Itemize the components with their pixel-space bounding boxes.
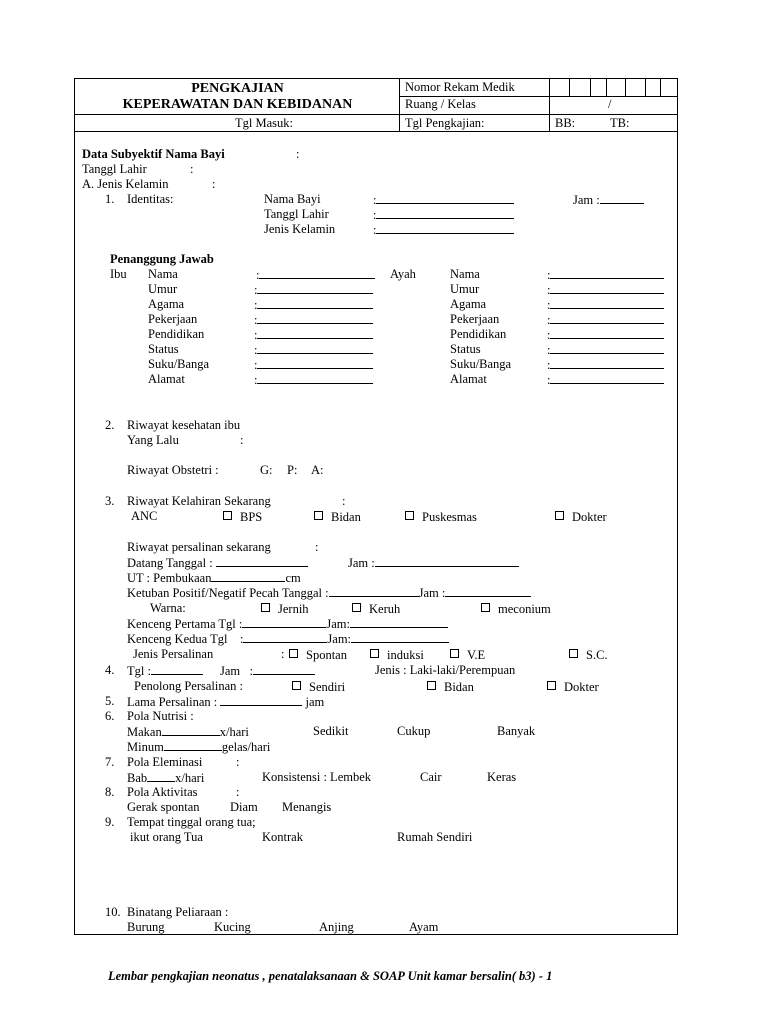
gerak-spontan: Gerak spontan <box>127 800 200 814</box>
ibu-field-input[interactable]: : <box>254 342 373 358</box>
ibu-field-input[interactable]: : <box>254 327 373 343</box>
identitas-nama-bayi: Nama Bayi <box>264 192 321 206</box>
tgl-masuk-label: Tgl Masuk: <box>235 116 293 130</box>
item-number-10: 10. <box>105 905 121 919</box>
title-line1: PENGKAJIAN <box>191 81 284 96</box>
item-number-3: 3. <box>105 494 115 508</box>
lama-persalinan-field[interactable]: Lama Persalinan : jam <box>127 695 325 709</box>
aktivitas-menangis: Menangis <box>282 800 332 814</box>
ayah-field-label: Umur <box>450 282 480 296</box>
jenis-kelamin-a-label: A. Jenis Kelamin <box>82 177 169 191</box>
ayah-field-label: Pekerjaan <box>450 312 500 326</box>
rm-box-line <box>569 78 570 96</box>
datang-tanggal-field[interactable]: Datang Tanggal : <box>127 555 308 571</box>
penolong-option-dokter[interactable]: Dokter <box>547 680 599 695</box>
binatang-ayam: Ayam <box>409 920 439 934</box>
item-number-2: 2. <box>105 418 115 432</box>
aktivitas-diam: Diam <box>230 800 258 814</box>
ayah-field-input[interactable]: : <box>547 372 664 388</box>
ibu-field-input[interactable]: : <box>254 297 373 313</box>
jenis-option-sc[interactable]: S.C. <box>569 648 608 663</box>
jenis-kelamin-a-colon: : <box>212 177 216 191</box>
anc-option-dokter[interactable]: Dokter <box>555 510 607 525</box>
riwayat-persalinan-label: Riwayat persalinan sekarang <box>127 540 271 554</box>
kenceng-kedua-field[interactable]: Kenceng Kedua Tgl : Jam: <box>127 631 449 647</box>
checkbox-icon <box>405 511 414 520</box>
riwayat-persalinan-colon: : <box>315 540 319 554</box>
tempat-tinggal-label: Tempat tinggal orang tua; <box>127 815 256 829</box>
ibu-field-input[interactable]: : <box>256 267 375 283</box>
checkbox-icon <box>352 603 361 612</box>
obstetri-g: G: <box>260 463 273 477</box>
makan-field[interactable]: Makan x/hari <box>127 725 249 739</box>
obstetri-a: A: <box>311 463 324 477</box>
rm-box-line <box>606 78 607 96</box>
ayah-field-input[interactable]: : <box>547 282 664 298</box>
rm-box-line <box>590 78 591 96</box>
ayah-field-label: Status <box>450 342 481 356</box>
title-line2: KEPERAWATAN DAN KEBIDANAN <box>122 97 353 112</box>
checkbox-icon <box>261 603 270 612</box>
jam4-field[interactable]: Jam : <box>220 663 315 679</box>
checkbox-icon <box>481 603 490 612</box>
yang-lalu-colon: : <box>240 433 244 447</box>
ruang-kelas-label: Ruang / Kelas <box>405 97 476 111</box>
ayah-field-label: Pendidikan <box>450 327 507 341</box>
pola-eliminasi-colon: : <box>236 755 240 769</box>
jenis-option-induksi[interactable]: induksi <box>370 648 424 663</box>
ibu-field-label: Agama <box>148 297 185 311</box>
ayah-field-input[interactable]: : <box>547 267 664 283</box>
anc-option-bps[interactable]: BPS <box>223 510 262 525</box>
tgl-pengkajian-label: Tgl Pengkajian: <box>405 116 485 130</box>
warna-option-keruh[interactable]: Keruh <box>352 602 400 617</box>
identitas-jenis-kelamin: Jenis Kelamin <box>264 222 336 236</box>
binatang-anjing: Anjing <box>319 920 354 934</box>
checkbox-icon <box>370 649 379 658</box>
ayah-label: Ayah <box>390 267 416 281</box>
checkbox-icon <box>555 511 564 520</box>
tanggal-lahir-colon: : <box>190 162 194 176</box>
jenis-option-ve[interactable]: V.E <box>450 648 485 663</box>
pola-aktivitas-label: Pola Aktivitas <box>127 785 198 799</box>
bab-field[interactable]: Bab x/hari <box>127 771 205 785</box>
yang-lalu-label: Yang Lalu <box>127 433 179 447</box>
penanggung-heading: Penanggung Jawab <box>110 252 214 266</box>
item-number-8: 8. <box>105 785 115 799</box>
penolong-option-bidan[interactable]: Bidan <box>427 680 474 695</box>
binatang-burung: Burung <box>127 920 165 934</box>
jenis-persalinan-colon: : <box>281 647 285 661</box>
jenis-persalinan-label: Jenis Persalinan <box>133 647 214 661</box>
page-footer: Lembar pengkajian neonatus , penatalaksanaan & SOAP Unit kamar bersalin( b3) - 1 <box>108 969 553 983</box>
item-number-5: 5. <box>105 694 115 708</box>
tb-label: TB: <box>610 116 630 130</box>
tempat-kontrak: Kontrak <box>262 830 303 844</box>
ruang-kelas-slash: / <box>608 97 612 111</box>
checkbox-icon <box>314 511 323 520</box>
item-number-4: 4. <box>105 663 115 677</box>
nomor-rekam-medik-label: Nomor Rekam Medik <box>405 80 515 94</box>
pola-aktivitas-colon: : <box>236 785 240 799</box>
nutrisi-sedikit: Sedikit <box>313 724 349 738</box>
riwayat-kelahiran-colon: : <box>342 494 346 508</box>
checkbox-icon <box>289 649 298 658</box>
checkbox-icon <box>569 649 578 658</box>
tanggal-lahir-label: Tanggl Lahir <box>82 162 147 176</box>
obstetri-p: P: <box>287 463 298 477</box>
ibu-field-label: Nama <box>148 267 178 281</box>
ayah-field-label: Agama <box>450 297 487 311</box>
bb-label: BB: <box>555 116 576 130</box>
checkbox-icon <box>547 681 556 690</box>
ibu-field-label: Suku/Banga <box>148 357 210 371</box>
item-number-1: 1. <box>105 192 115 206</box>
binatang-kucing: Kucing <box>214 920 251 934</box>
identitas-tanggal-lahir: Tanggl Lahir <box>264 207 329 221</box>
ibu-field-input[interactable]: : <box>254 282 373 298</box>
jenis-kelamin-field[interactable]: : <box>373 222 514 238</box>
riwayat-kesehatan-label: Riwayat kesehatan ibu <box>127 418 241 432</box>
ut-pembukaan-field[interactable]: UT : Pembukaan cm <box>127 571 301 585</box>
jam-field[interactable]: Jam : <box>573 192 644 208</box>
item-number-7: 7. <box>105 755 115 769</box>
nutrisi-banyak: Banyak <box>497 724 536 738</box>
header-bottom-line <box>74 131 678 132</box>
jenis-kelamin-bayi: Jenis : Laki-laki/Perempuan <box>375 663 516 677</box>
header-vertical-1 <box>399 78 400 131</box>
rm-box-line <box>625 78 626 96</box>
rm-box-line <box>645 78 646 96</box>
ibu-field-input[interactable]: : <box>254 372 373 388</box>
pola-nutrisi-label: Pola Nutrisi : <box>127 709 194 723</box>
ayah-field-label: Nama <box>450 267 480 281</box>
nama-bayi-field[interactable]: : <box>373 192 514 208</box>
ayah-field-label: Alamat <box>450 372 487 386</box>
ayah-field-input[interactable]: : <box>547 297 664 313</box>
checkbox-icon <box>450 649 459 658</box>
warna-label: Warna: <box>150 601 186 615</box>
ibu-field-input[interactable]: : <box>254 357 373 373</box>
subjektif-heading: Data Subyektif Nama Bayi <box>82 147 225 161</box>
ayah-field-input[interactable]: : <box>547 357 664 373</box>
ayah-field-label: Suku/Banga <box>450 357 512 371</box>
penolong-option-sendiri[interactable]: Sendiri <box>292 680 345 695</box>
header-vertical-2 <box>549 78 550 131</box>
identitas-label: Identitas: <box>127 192 174 206</box>
ibu-field-label: Pendidikan <box>148 327 205 341</box>
checkbox-icon <box>292 681 301 690</box>
ayah-field-input[interactable]: : <box>547 327 664 343</box>
minum-field[interactable]: Minum gelas/hari <box>127 740 271 754</box>
riwayat-obstetri-label: Riwayat Obstetri : <box>127 463 219 477</box>
tempat-ikut-ortu: ikut orang Tua <box>130 830 203 844</box>
header-divider <box>74 114 678 115</box>
ibu-field-label: Alamat <box>148 372 185 386</box>
ibu-field-input[interactable]: : <box>254 312 373 328</box>
anc-label: ANC <box>131 509 158 523</box>
rm-box-line <box>660 78 661 96</box>
anc-option-puskesmas[interactable]: Puskesmas <box>405 510 477 525</box>
tempat-rumah-sendiri: Rumah Sendiri <box>397 830 473 844</box>
binatang-label: Binatang Peliaraan : <box>127 905 229 919</box>
checkbox-icon <box>223 511 232 520</box>
ibu-label: Ibu <box>110 267 127 281</box>
jenis-option-spontan[interactable]: Spontan <box>289 648 347 663</box>
nama-bayi-colon: : <box>296 147 300 161</box>
item-number-9: 9. <box>105 815 115 829</box>
ketuban-field[interactable]: Ketuban Positif/Negatif Pecah Tanggal : Jam : <box>127 585 531 601</box>
ibu-field-label: Status <box>148 342 179 356</box>
warna-option-meconium[interactable]: meconium <box>481 602 551 617</box>
item-number-6: 6. <box>105 709 115 723</box>
checkbox-icon <box>427 681 436 690</box>
datang-jam-field[interactable]: Jam : <box>348 555 519 571</box>
ayah-field-input[interactable]: : <box>547 342 664 358</box>
ibu-field-label: Pekerjaan <box>148 312 198 326</box>
ibu-field-label: Umur <box>148 282 178 296</box>
nutrisi-cukup: Cukup <box>397 724 431 738</box>
ayah-field-input[interactable]: : <box>547 312 664 328</box>
kenceng-pertama-field[interactable]: Kenceng Pertama Tgl : Jam: <box>127 616 448 632</box>
pola-eliminasi-label: Pola Eleminasi <box>127 755 203 769</box>
riwayat-kelahiran-label: Riwayat Kelahiran Sekarang <box>127 494 271 508</box>
anc-option-bidan[interactable]: Bidan <box>314 510 361 525</box>
eliminasi-keras: Keras <box>487 770 517 784</box>
tgl-field[interactable]: Tgl : <box>127 663 203 679</box>
konsistensi-label: Konsistensi : Lembek <box>262 770 372 784</box>
penolong-label: Penolong Persalinan : <box>134 679 244 693</box>
tanggal-lahir-field[interactable]: : <box>373 207 514 223</box>
warna-option-jernih[interactable]: Jernih <box>261 602 309 617</box>
eliminasi-cair: Cair <box>420 770 442 784</box>
